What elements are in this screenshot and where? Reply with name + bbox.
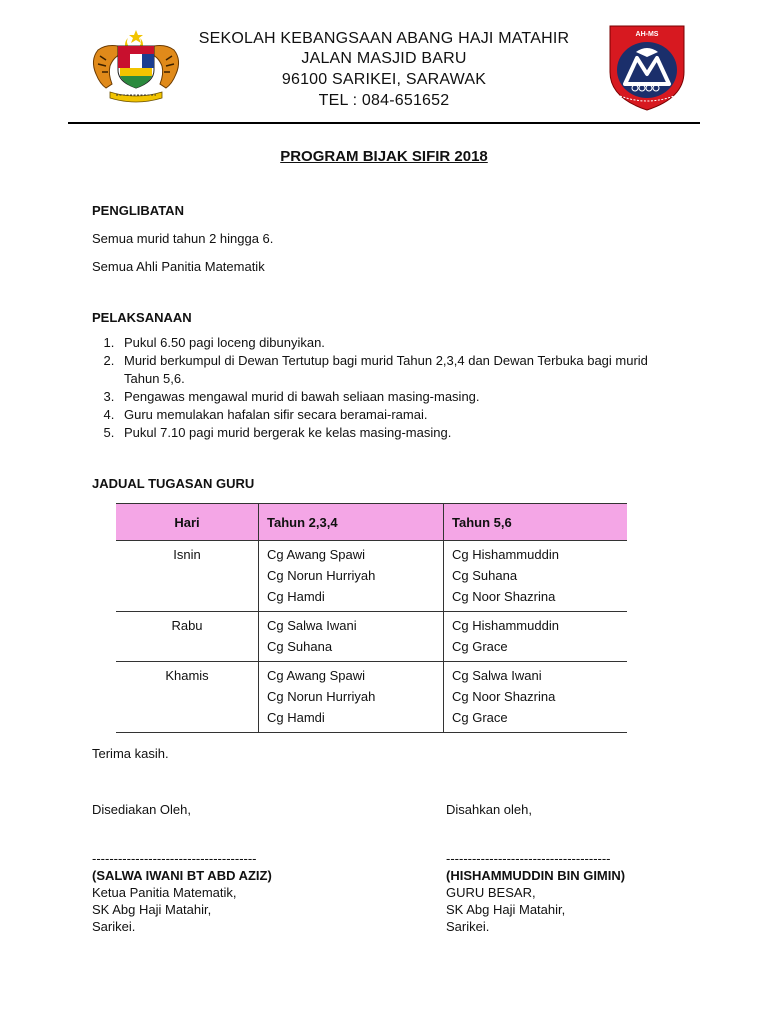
signature-block-left xyxy=(92,850,392,935)
teacher-name: Cg Hishammuddin xyxy=(452,618,559,633)
signatory-role: GURU BESAR, xyxy=(446,885,536,900)
day-cell: Isnin xyxy=(116,541,259,612)
teacher-name: Cg Salwa Iwani xyxy=(452,668,542,683)
jadual-heading: JADUAL TUGASAN GURU xyxy=(92,476,255,491)
pelaksanaan-steps xyxy=(92,334,678,442)
day-cell: Khamis xyxy=(116,662,259,733)
day-cell: Rabu xyxy=(116,612,259,662)
table-row xyxy=(116,612,627,662)
teacher-name: Cg Noor Shazrina xyxy=(452,689,556,704)
signatory-school: SK Abg Haji Matahir, xyxy=(446,902,566,917)
tahun-56-cell xyxy=(444,662,628,733)
prepared-by-label: Disediakan Oleh, xyxy=(92,802,191,817)
pelaksanaan-heading: PELAKSANAAN xyxy=(92,310,192,325)
step-4: 4. Guru memulakan hafalan sifir secara beramai-ramai. xyxy=(118,406,678,424)
column-header-hari: Hari xyxy=(116,504,259,541)
signature-line: -------------------------------------- xyxy=(446,851,611,866)
table-row xyxy=(116,541,627,612)
step-5: 5. Pukul 7.10 pagi murid bergerak ke kelas masing-masing. xyxy=(118,424,678,442)
column-header-tahun-234: Tahun 2,3,4 xyxy=(259,504,444,541)
column-header-tahun-56: Tahun 5,6 xyxy=(444,504,628,541)
document-title: PROGRAM BIJAK SIFIR 2018 xyxy=(280,148,488,165)
teacher-name: Cg Hamdi xyxy=(267,589,325,604)
step-1: 1. Pukul 6.50 pagi loceng dibunyikan. xyxy=(118,334,678,352)
school-street: JALAN MASJID BARU xyxy=(301,50,467,67)
teacher-name: Cg Suhana xyxy=(452,568,518,583)
step-2: 2. Murid berkumpul di Dewan Tertutup bagi murid Tahun 2,3,4 dan Dewan Terbuka bagi murid Tahun 5,6. xyxy=(118,352,678,388)
tahun-56-cell xyxy=(444,612,628,662)
teacher-name: Cg Awang Spawi xyxy=(267,668,366,683)
table-row xyxy=(116,662,627,733)
penglibatan-line-1: Semua murid tahun 2 hingga 6. xyxy=(92,231,274,246)
signatory-town: Sarikei. xyxy=(92,919,136,934)
penglibatan-heading: PENGLIBATAN xyxy=(92,203,184,218)
signature-line: -------------------------------------- xyxy=(92,851,257,866)
signatory-school: SK Abg Haji Matahir, xyxy=(92,902,212,917)
duty-table xyxy=(116,503,627,733)
teacher-name: Cg Suhana xyxy=(267,639,333,654)
school-name: SEKOLAH KEBANGSAAN ABANG HAJI MATAHIR xyxy=(198,30,570,47)
signatory-town: Sarikei. xyxy=(446,919,490,934)
tahun-234-cell xyxy=(259,541,444,612)
teacher-name: Cg Hishammuddin xyxy=(452,547,559,562)
crest-text: AH-MS xyxy=(635,31,659,38)
signatory-role: Ketua Panitia Matematik, xyxy=(92,885,237,900)
teacher-name: Cg Awang Spawi xyxy=(267,547,366,562)
tahun-234-cell xyxy=(259,612,444,662)
teacher-name: Cg Grace xyxy=(452,639,508,654)
teacher-name: Cg Norun Hurriyah xyxy=(267,689,376,704)
teacher-name: Cg Hamdi xyxy=(267,710,325,725)
table-header-row xyxy=(116,504,627,541)
step-3: 3. Pengawas mengawal murid di bawah seliaan masing-masing. xyxy=(118,388,678,406)
signatory-name: (SALWA IWANI BT ABD AZIZ) xyxy=(92,868,272,883)
teacher-name: Cg Grace xyxy=(452,710,508,725)
tahun-234-cell xyxy=(259,662,444,733)
teacher-name: Cg Norun Hurriyah xyxy=(267,568,376,583)
teacher-name: Cg Salwa Iwani xyxy=(267,618,357,633)
closing-text: Terima kasih. xyxy=(92,746,169,761)
signature-block-right xyxy=(446,850,746,935)
teacher-name: Cg Noor Shazrina xyxy=(452,589,556,604)
header-divider xyxy=(68,122,700,124)
signatory-name: (HISHAMMUDDIN BIN GIMIN) xyxy=(446,868,626,883)
tahun-56-cell xyxy=(444,541,628,612)
school-city: 96100 SARIKEI, SARAWAK xyxy=(281,71,487,88)
approved-by-label: Disahkan oleh, xyxy=(446,802,532,817)
school-phone: TEL : 084-651652 xyxy=(318,92,450,109)
penglibatan-line-2: Semua Ahli Panitia Matematik xyxy=(92,259,265,274)
